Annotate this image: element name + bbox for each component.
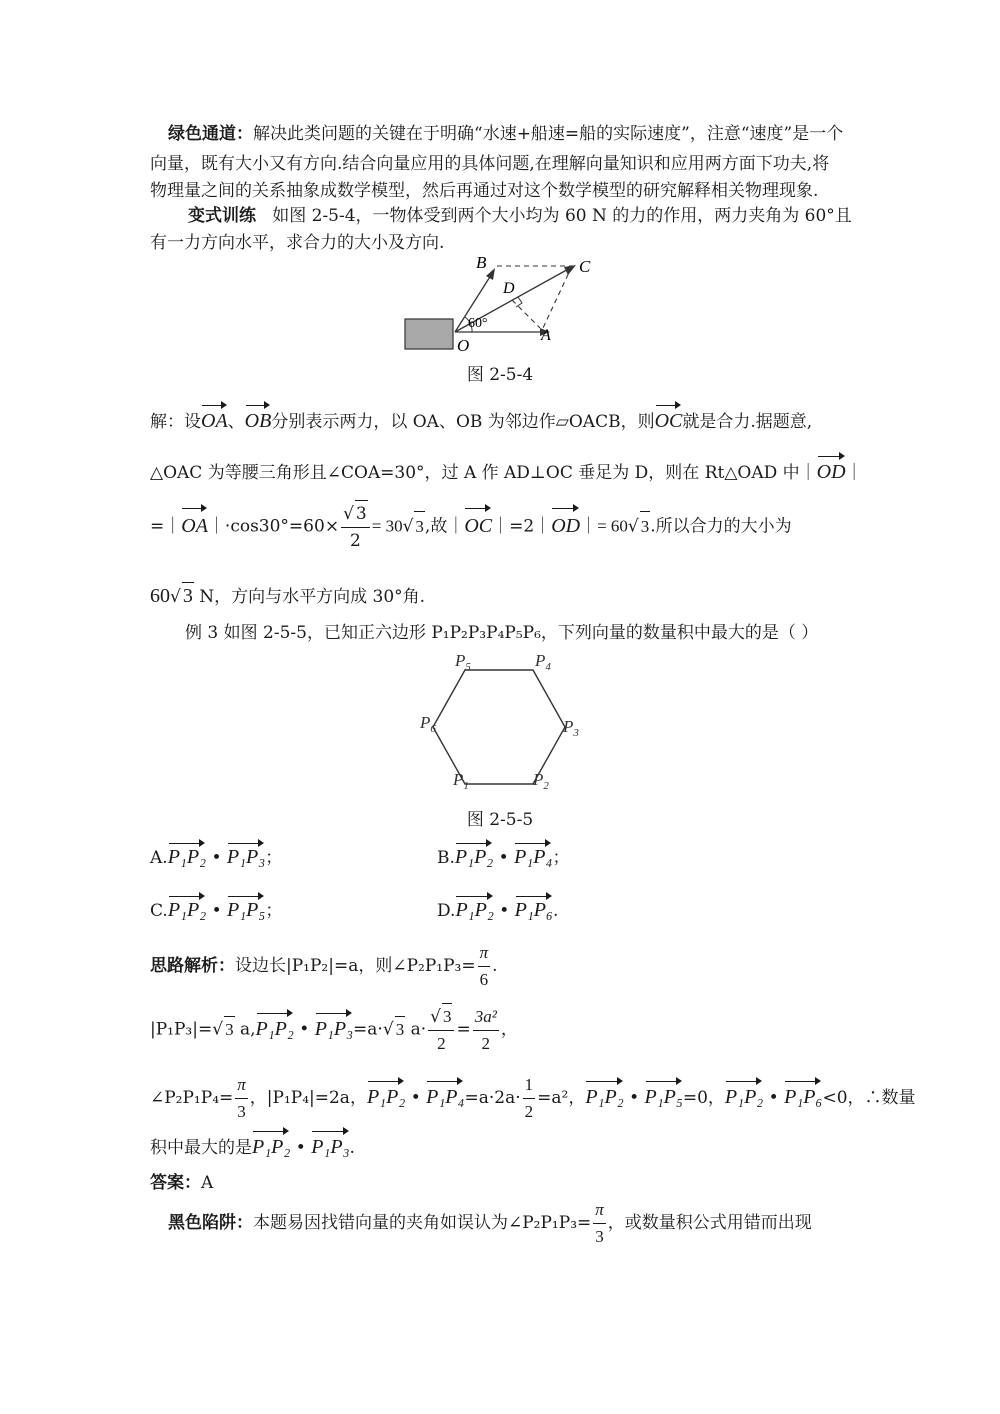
vector-OC-ref: OC: [655, 402, 683, 434]
label-P3: $P_3$: [563, 717, 579, 739]
green-channel-line-1: 绿色通道：解决此类问题的关键在于明确“水速+船速=船的实际速度”，注意“速度”是一个: [168, 124, 844, 144]
figure-2-5-4: [400, 250, 610, 360]
solution-line-2: △OAC 为等腰三角形且∠COA=30°，过 A 作 AD⊥OC 垂足为 D，则在 Rt△OAD 中｜OD｜: [150, 453, 863, 486]
choice-a[interactable]: A.P₁P₂ • P₁P₃；: [150, 840, 282, 869]
vector-OD-ref: OD: [817, 453, 846, 485]
green-channel-line-3: 物理量之间的关系抽象成数学模型，然后再通过对这个数学模型的研究解释相关物理现象.: [150, 181, 819, 201]
solution-line-3: =｜OA｜·cos30°=60× $\frac{√ 3}{2}$ = 30√ 3,故｜OC｜=2｜OD｜= 60√ 3.所以合力的大小为: [150, 500, 792, 554]
solution-line-4: 60√ 3 N，方向与水平方向成 30°角.: [150, 582, 425, 610]
choice-b[interactable]: B.P₁P₂ • P₁P₄；: [437, 840, 569, 869]
choice-c[interactable]: C.P₁P₂ • P₁P₅；: [150, 893, 282, 922]
label-A: A: [541, 327, 551, 344]
analysis-line-1: 思路解析：设边长|P₁P₂|=a，则∠P₂P₁P₃= $\frac{\pi}{6}$ .: [150, 940, 498, 993]
analysis-line-4: 积中最大的是P₁P₂ • P₁P₃.: [150, 1128, 355, 1161]
label-O: O: [457, 336, 470, 355]
answer-value: A: [201, 1173, 214, 1193]
solution-line-1: 解：设OA、OB分别表示两力，以 OA、OB 为邻边作▱OACB，则OC就是合力.据题意,: [150, 402, 812, 435]
green-channel-label: 绿色通道：: [168, 124, 253, 144]
arrow-B: [486, 268, 495, 280]
analysis-line-3: ∠P₂P₁P₄= $\frac{\pi}{3}$ ，|P₁P₄|=2a，P₁P₂ • P₁P₄=a·2a· $\frac{1}{2}$ =a²，P₁P₂ • P₁P₅=0，P₁P₂ • P₁P₆<0，∴数量: [150, 1072, 916, 1125]
black-trap-line: 黑色陷阱：本题易因找错向量的夹角如误认为∠P₂P₁P₃= $\frac{\pi}{3}$ ，或数量积公式用错而出现: [168, 1197, 812, 1250]
label-P1: $P_1$: [453, 770, 469, 792]
analysis-label: 思路解析：: [150, 956, 235, 976]
example-3-question: 例 3 如图 2-5-5，已知正六边形 P₁P₂P₃P₄P₅P₆，下列向量的数量积中最大的是（ ）: [185, 623, 819, 643]
dashed-AD: [512, 300, 540, 328]
hexagon: [433, 670, 565, 784]
exercise-line-2: 有一力方向水平，求合力的大小及方向.: [150, 233, 445, 253]
label-angle: 60°: [468, 316, 488, 331]
green-channel-line-2: 向量，既有大小又有方向.结合向量应用的具体问题,在理解向量知识和应用两方面下功夫,将: [150, 154, 830, 174]
choice-d[interactable]: D.P₁P₂ • P₁P₆.: [437, 893, 558, 922]
exercise-line-1: 变式训练 如图 2-5-4，一物体受到两个大小均为 60 N 的力的作用，两力夹角为 60°且: [188, 206, 852, 226]
figure-2-5-4-caption: 图 2-5-4: [466, 365, 534, 385]
vector-OA-ref: OA: [201, 402, 228, 434]
right-angle-mark: [516, 297, 522, 307]
analysis-line-2: |P₁P₃|=√ 3 a,P₁P₂ • P₁P₃=a·√ 3 a· $\frac{√ 3}{2}$ = $\frac{\text{3a²}}{2}$ ，: [150, 1003, 518, 1057]
figure-2-5-5: [415, 650, 590, 795]
black-trap-label: 黑色陷阱：: [168, 1213, 253, 1233]
answer-line: [150, 1170, 213, 1196]
label-P6: $P_6$: [420, 713, 436, 735]
label-B: B: [476, 253, 487, 272]
label-C: C: [579, 257, 591, 276]
box-object: [405, 319, 453, 349]
label-D: D: [503, 280, 515, 297]
exercise-label: 变式训练: [188, 206, 256, 226]
answer-label: 答案：: [150, 1173, 201, 1193]
label-P5: $P_5$: [455, 651, 471, 673]
fraction-sqrt3-over-2: $\frac{√ 3}{2}$: [341, 500, 370, 554]
figure-2-5-5-caption: 图 2-5-5: [466, 810, 534, 830]
label-P2: $P_2$: [533, 770, 549, 792]
label-P4: $P_4$: [535, 651, 551, 673]
vector-OB-ref: OB: [245, 402, 272, 434]
